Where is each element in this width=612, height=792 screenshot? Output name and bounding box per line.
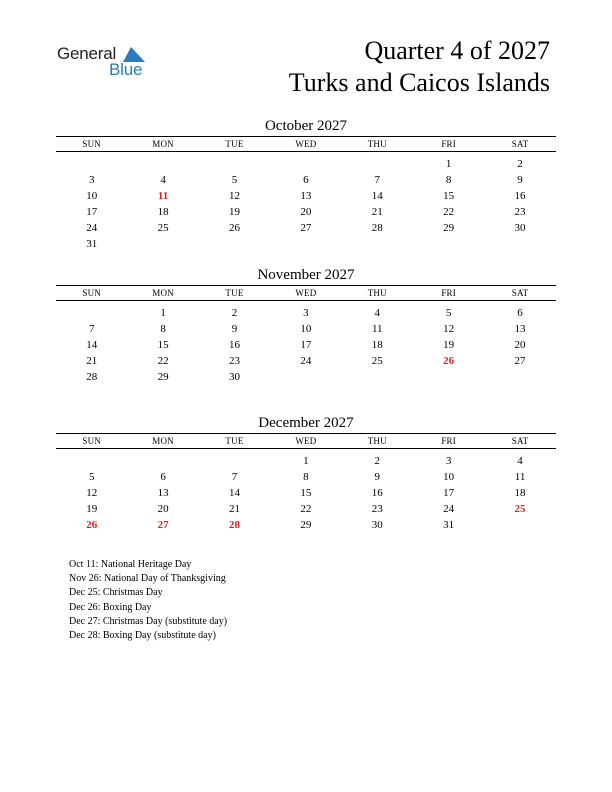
weekday-label: SUN — [82, 288, 101, 298]
day-cell: 21 — [86, 355, 98, 367]
empty-day-cell — [342, 236, 413, 252]
empty-day-cell — [127, 453, 198, 469]
holiday-note: Dec 26: Boxing Day — [69, 601, 152, 613]
day-cell: 16 — [371, 487, 383, 499]
day-cell: 25 — [157, 222, 169, 234]
day-cell: 24 — [86, 222, 98, 234]
weekday-label: SAT — [511, 288, 529, 298]
empty-day-cell — [342, 156, 413, 172]
day-cell: 8 — [445, 174, 452, 186]
weekday-label: THU — [367, 436, 387, 446]
day-cell: 17 — [443, 487, 455, 499]
month-title: December 2027 — [258, 415, 354, 431]
weekday-label: FRI — [441, 288, 456, 298]
empty-day-cell — [413, 369, 484, 385]
day-cell: 3 — [445, 455, 452, 467]
weekday-header-row — [56, 286, 556, 300]
day-cell: 22 — [443, 206, 455, 218]
holiday-day-cell: 26 — [86, 519, 98, 531]
empty-day-cell — [413, 236, 484, 252]
month-title: October 2027 — [264, 118, 348, 134]
month-calendar — [56, 413, 556, 533]
empty-day-cell — [127, 156, 198, 172]
day-cell: 6 — [517, 307, 523, 319]
empty-day-cell — [199, 236, 270, 252]
day-cell: 30 — [371, 519, 383, 531]
day-cell: 2 — [231, 307, 238, 319]
page-title: Quarter 4 of 2027 — [364, 36, 550, 65]
day-cell: 12 — [86, 487, 98, 499]
day-cell: 8 — [303, 471, 309, 483]
weekday-header-row — [56, 137, 556, 151]
day-cell: 16 — [228, 339, 240, 351]
day-cell: 14 — [371, 190, 383, 202]
weekday-header-row — [56, 434, 556, 448]
empty-day-cell — [56, 156, 127, 172]
day-cell: 4 — [517, 455, 523, 467]
weekday-label: FRI — [441, 139, 456, 149]
day-cell: 15 — [157, 339, 169, 351]
day-cell: 29 — [300, 519, 312, 531]
day-cell: 7 — [231, 471, 238, 483]
empty-day-cell — [270, 236, 341, 252]
weekday-label: MON — [152, 288, 174, 298]
weekday-label: WED — [295, 288, 317, 298]
day-cell: 11 — [371, 323, 383, 335]
day-cell: 14 — [228, 487, 240, 499]
day-grid — [56, 156, 556, 252]
logo-text-general: General — [57, 44, 117, 63]
weekday-label: MON — [152, 139, 174, 149]
day-cell: 17 — [300, 339, 312, 351]
day-cell: 23 — [371, 503, 383, 515]
day-cell: 15 — [300, 487, 312, 499]
day-cell: 7 — [88, 323, 95, 335]
day-cell: 29 — [157, 371, 169, 383]
day-cell: 9 — [517, 174, 523, 186]
day-cell: 30 — [514, 222, 526, 234]
day-cell: 27 — [514, 355, 526, 367]
day-cell: 1 — [160, 307, 166, 319]
weekday-label: TUE — [225, 436, 244, 446]
day-cell: 18 — [514, 487, 526, 499]
day-cell: 3 — [303, 307, 309, 319]
day-cell: 23 — [514, 206, 526, 218]
day-cell: 19 — [228, 206, 240, 218]
weekday-label: MON — [152, 436, 174, 446]
day-cell: 20 — [300, 206, 312, 218]
empty-day-cell — [127, 236, 198, 252]
day-cell: 12 — [228, 190, 240, 202]
day-cell: 26 — [228, 222, 240, 234]
holiday-day-cell: 25 — [514, 503, 526, 515]
day-cell: 8 — [160, 323, 166, 335]
day-grid — [56, 453, 556, 533]
empty-day-cell — [484, 369, 555, 385]
weekday-label: THU — [367, 139, 387, 149]
holiday-day-cell: 11 — [157, 190, 169, 202]
day-cell: 4 — [160, 174, 166, 186]
holiday-day-cell: 27 — [157, 519, 169, 531]
day-cell: 21 — [228, 503, 240, 515]
holiday-note: Oct 11: National Heritage Day — [69, 559, 192, 570]
day-cell: 22 — [157, 355, 169, 367]
day-cell: 11 — [514, 471, 526, 483]
month-calendar — [56, 116, 556, 252]
day-cell: 19 — [86, 503, 98, 515]
holiday-note: Nov 26: National Day of Thanksgiving — [69, 573, 226, 585]
day-cell: 31 — [86, 238, 98, 250]
day-cell: 15 — [443, 190, 455, 202]
day-cell: 10 — [86, 190, 98, 202]
empty-day-cell — [56, 305, 127, 321]
day-cell: 17 — [86, 206, 98, 218]
day-cell: 10 — [443, 471, 455, 483]
day-cell: 20 — [157, 503, 169, 515]
empty-day-cell — [484, 517, 555, 533]
logo-text-blue: Blue — [109, 60, 143, 79]
day-cell: 28 — [86, 371, 98, 383]
day-cell: 29 — [443, 222, 455, 234]
day-cell: 10 — [300, 323, 312, 335]
day-cell: 20 — [514, 339, 526, 351]
holiday-notes — [69, 558, 227, 643]
day-cell: 3 — [88, 174, 95, 186]
day-cell: 7 — [374, 174, 380, 186]
weekday-label: SAT — [511, 436, 529, 446]
empty-day-cell — [199, 453, 270, 469]
weekday-label: SUN — [82, 436, 101, 446]
weekday-label: WED — [295, 436, 317, 446]
day-cell: 12 — [443, 323, 455, 335]
day-cell: 5 — [445, 307, 452, 319]
weekday-divider — [56, 151, 556, 152]
day-cell: 5 — [231, 174, 238, 186]
day-cell: 28 — [371, 222, 383, 234]
day-cell: 13 — [514, 323, 526, 335]
weekday-label: WED — [295, 139, 317, 149]
day-cell: 31 — [443, 519, 455, 531]
holiday-note: Dec 25: Christmas Day — [69, 587, 163, 599]
day-cell: 9 — [374, 471, 380, 483]
day-cell: 27 — [300, 222, 312, 234]
empty-day-cell — [270, 156, 341, 172]
page-subtitle: Turks and Caicos Islands — [288, 68, 550, 97]
day-cell: 21 — [371, 206, 383, 218]
holiday-day-cell: 28 — [228, 519, 240, 531]
day-cell: 18 — [371, 339, 383, 351]
day-cell: 1 — [445, 158, 452, 170]
weekday-label: TUE — [225, 288, 244, 298]
day-cell: 6 — [303, 174, 309, 186]
day-cell: 14 — [86, 339, 98, 351]
day-cell: 1 — [303, 455, 309, 467]
generalblue-logo — [57, 44, 157, 84]
holiday-note: Dec 28: Boxing Day (substitute day) — [69, 630, 216, 642]
month-calendar — [56, 265, 556, 385]
weekday-label: FRI — [441, 436, 456, 446]
day-cell: 19 — [443, 339, 455, 351]
weekday-label: TUE — [225, 139, 244, 149]
day-cell: 4 — [374, 307, 380, 319]
day-cell: 30 — [228, 371, 240, 383]
day-cell: 5 — [88, 471, 95, 483]
holiday-day-cell: 26 — [443, 355, 455, 367]
day-cell: 24 — [443, 503, 455, 515]
day-cell: 22 — [300, 503, 312, 515]
empty-day-cell — [484, 236, 555, 252]
weekday-divider — [56, 448, 556, 449]
month-title: November 2027 — [257, 267, 355, 283]
day-cell: 18 — [157, 206, 169, 218]
empty-day-cell — [342, 369, 413, 385]
day-cell: 25 — [371, 355, 383, 367]
weekday-label: THU — [367, 288, 387, 298]
day-cell: 13 — [300, 190, 312, 202]
holiday-note: Dec 27: Christmas Day (substitute day) — [69, 615, 228, 627]
day-cell: 6 — [160, 471, 166, 483]
day-grid — [56, 305, 556, 385]
weekday-label: SUN — [82, 139, 101, 149]
day-cell: 24 — [300, 355, 312, 367]
weekday-divider — [56, 300, 556, 301]
day-cell: 13 — [157, 487, 169, 499]
empty-day-cell — [56, 453, 127, 469]
weekday-label: SAT — [511, 139, 529, 149]
day-cell: 9 — [231, 323, 238, 335]
day-cell: 16 — [514, 190, 526, 202]
day-cell: 23 — [228, 355, 240, 367]
day-cell: 2 — [517, 158, 523, 170]
day-cell: 2 — [374, 455, 380, 467]
empty-day-cell — [199, 156, 270, 172]
empty-day-cell — [270, 369, 341, 385]
